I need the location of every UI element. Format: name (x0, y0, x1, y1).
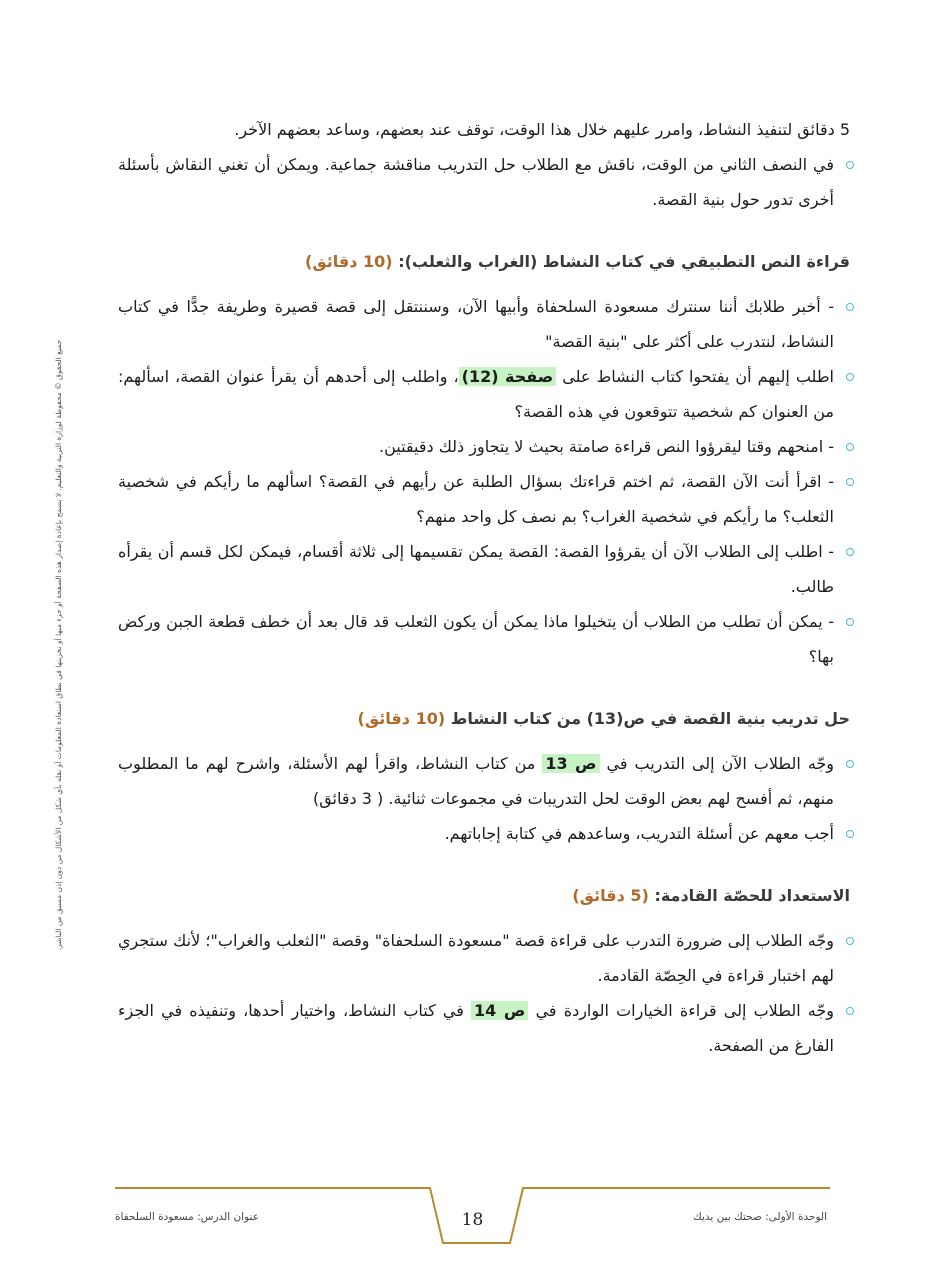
list-item: - أخبر طلابك أننا سنترك مسعودة السلحفاة وأبيها الآن، وسننتقل إلى قصة قصيرة وطريفة جدًّا في كتاب النشاط، لنتدرب على أكثر على "بنية القصة" (118, 289, 850, 359)
page-number: 18 (461, 1210, 484, 1230)
footer-decoration (0, 1185, 945, 1275)
bullet-icon (846, 548, 854, 556)
bullet-icon (846, 1007, 854, 1015)
list-item: وجّه الطلاب إلى قراءة الخيارات الواردة في ص 14 في كتاب النشاط، واختيار أحدها، وتنفيذه في الجزء الفارغ من الصفحة. (118, 993, 850, 1063)
bullet-icon (846, 618, 854, 626)
footer-unit-title: الوحدة الأولى: صحتك بين يديك (693, 1211, 827, 1223)
page-reference-highlight: ص 14 (471, 1001, 528, 1020)
section-heading: حل تدريب بنية القصة في ص(13) من كتاب النشاط (10 دقائق) (357, 709, 850, 728)
list-item: أجب معهم عن أسئلة التدريب، وساعدهم في كتابة إجاباتهم. (118, 816, 850, 851)
footer-lesson-title: عنوان الدرس: مسعودة السلحفاة (115, 1211, 259, 1223)
section-heading: قراءة النص التطبيقي في كتاب النشاط (الغراب والثعلب): (10 دقائق) (305, 252, 850, 271)
list-item: وجّه الطلاب الآن إلى التدريب في ص 13 من كتاب النشاط، واقرأ لهم الأسئلة، واشرح لهم ما المطلوب منهم، ثم أفسح لهم بعض الوقت لحل التدريبات في مجموعات ثنائية. ( 3 دقائق) (118, 746, 850, 816)
bullet-icon (846, 478, 854, 486)
list-item: - اقرأ أنت الآن القصة، ثم اختم قراءتك بسؤال الطلبة عن رأيهم في القصة؟ اسألهم ما رأيكم في شخصية الثعلب؟ ما رأيكم في شخصية الغراب؟ بم نصف كل واحد منهم؟ (118, 464, 850, 534)
bullet-icon (846, 443, 854, 451)
bullet-icon (846, 303, 854, 311)
page-reference-highlight: ص 13 (542, 754, 599, 773)
list-item: - يمكن أن تطلب من الطلاب أن يتخيلوا ماذا يمكن أن يكون الثعلب قد قال بعد أن خطف قطعة الجبن وركض بها؟ (118, 604, 850, 674)
bullet-icon (846, 937, 854, 945)
bullet-icon (846, 373, 854, 381)
list-item: - اطلب إلى الطلاب الآن أن يقرؤوا القصة: القصة يمكن تقسيمها إلى ثلاثة أقسام، فيمكن لكل قسم أن يقرأه طالب. (118, 534, 850, 604)
list-item: - امنحهم وقتا ليقرؤوا النص قراءة صامتة بحيث لا يتجاوز ذلك دقيقتين. (118, 429, 850, 464)
bullet-icon (846, 161, 854, 169)
page-content (118, 112, 850, 1063)
bullet-icon (846, 760, 854, 768)
intro-paragraph: 5 دقائق لتنفيذ النشاط، وامرر عليهم خلال هذا الوقت، توقف عند بعضهم، وساعد بعضهم الآخر. (234, 120, 850, 139)
bullet-icon (846, 830, 854, 838)
list-item: وجّه الطلاب إلى ضرورة التدرب على قراءة قصة "مسعودة السلحفاة" وقصة "الثعلب والغراب"؛ لأنك ستجري لهم اختبار قراءة في الحِصّة القادمة. (118, 923, 850, 993)
page-reference-highlight: صفحة (12) (459, 367, 557, 386)
copyright-sidebar: جميع الحقوق © محفوظة لوزارة التربية والتعليم. لا يسمح بإعادة إصدار هذه الصفحة أو جزء منها أو تخزينها في نطاق استعادة المعلومات أو نقله بأي شكل من الأشكال من دون إذن مسبق من الناشر. (54, 339, 63, 951)
section-heading: الاستعداد للحصّة القادمة: (5 دقائق) (572, 886, 850, 905)
list-item: في النصف الثاني من الوقت، ناقش مع الطلاب حل التدريب مناقشة جماعية. ويمكن أن تغني النقاش بأسئلة أخرى تدور حول بنية القصة. (118, 147, 850, 217)
list-item: اطلب إليهم أن يفتحوا كتاب النشاط على صفحة (12)، واطلب إلى أحدهم أن يقرأ عنوان القصة، اسألهم: من العنوان كم شخصية تتوقعون في هذه القصة؟ (118, 359, 850, 429)
